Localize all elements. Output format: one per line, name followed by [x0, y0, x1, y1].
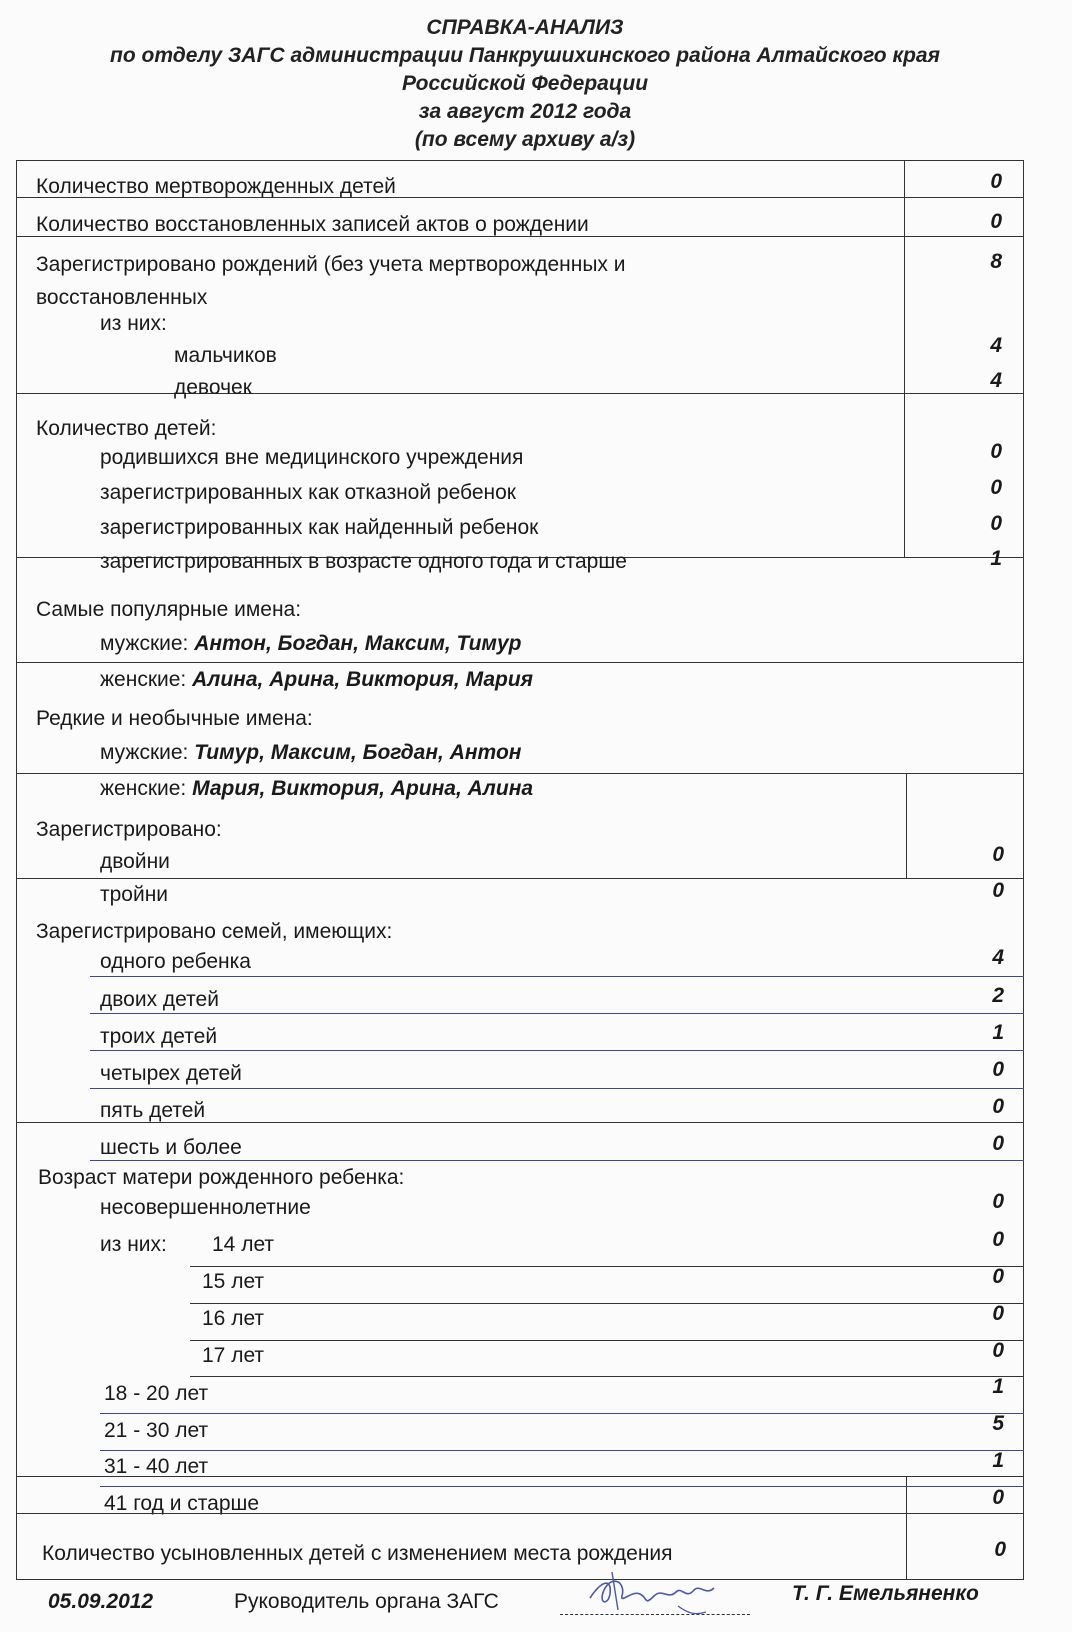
families-item-label: одного ребенка [100, 950, 251, 973]
boys-label: мальчиков [174, 344, 277, 367]
row-divider [100, 1486, 1024, 1487]
age-group-label: 21 - 30 лет [104, 1419, 209, 1442]
popular-female [100, 668, 533, 692]
age-16-label: 16 лет [202, 1307, 265, 1330]
twins-value: 0 [992, 843, 1004, 866]
children-found-value: 0 [990, 512, 1002, 535]
mother-age-of-them: из них: [100, 1233, 167, 1256]
row-divider [100, 1413, 1024, 1414]
multiple-label: Зарегистрировано: [36, 818, 222, 841]
girls-value: 4 [990, 369, 1002, 392]
restored-label: Количество восстановленных записей актов о рождении [36, 213, 589, 236]
families-item-value: 1 [992, 1021, 1004, 1044]
girls-label: девочек [174, 376, 252, 399]
children-refused-label: зарегистрированных как отказной ребенок [100, 481, 516, 504]
rare-female-label: женские: [100, 777, 187, 800]
triplets-label: тройни [100, 883, 169, 906]
families-item-value: 0 [992, 1058, 1004, 1081]
document-header [0, 14, 1050, 154]
row-divider [190, 1340, 1024, 1341]
families-item-label: четырех детей [100, 1062, 242, 1085]
boys-value: 4 [990, 334, 1002, 357]
children-older-value: 1 [990, 547, 1002, 570]
rare-female-names: Мария, Виктория, Арина, Алина [192, 777, 534, 800]
row-divider [90, 1013, 1024, 1014]
popular-male-label: мужские: [100, 632, 189, 655]
families-item-value: 0 [992, 1132, 1004, 1155]
row-divider [90, 1088, 1024, 1089]
births-label-cont: восстановленных [36, 286, 208, 309]
popular-names-label: Самые популярные имена: [36, 598, 302, 621]
age-17-label: 17 лет [202, 1344, 265, 1367]
mother-age-label: Возраст матери рожденного ребенка: [38, 1166, 405, 1189]
families-item-label: шесть и более [100, 1136, 242, 1159]
row-divider [190, 1303, 1024, 1304]
births-of-them: из них: [100, 312, 167, 335]
adopted-value: 0 [994, 1538, 1006, 1561]
age-group-label: 31 - 40 лет [104, 1455, 209, 1478]
age-14-value: 0 [992, 1228, 1004, 1251]
families-item-value: 0 [992, 1095, 1004, 1118]
rare-male-label: мужские: [100, 741, 189, 764]
document-subtitle-country: Российской Федерации [401, 72, 649, 95]
rare-female [100, 777, 533, 801]
age-group-value: 1 [992, 1449, 1004, 1472]
rare-male [100, 741, 521, 765]
adopted-label: Количество усыновленных детей с изменением места рождения [42, 1542, 673, 1565]
report-date: 05.09.2012 [48, 1590, 154, 1613]
row-divider [100, 1450, 1024, 1451]
children-found-label: зарегистрированных как найденный ребенок [100, 516, 539, 539]
popular-female-label: женские: [100, 668, 187, 691]
triplets-value: 0 [992, 879, 1004, 902]
stillborn-value: 0 [990, 170, 1002, 193]
rare-names-label: Редкие и необычные имена: [36, 707, 313, 730]
children-outside-label: родившихся вне медицинского учреждения [100, 446, 524, 469]
row-divider [190, 1376, 1024, 1377]
age-group-label: 18 - 20 лет [104, 1382, 209, 1405]
age-15-value: 0 [992, 1265, 1004, 1288]
row-divider [16, 393, 1024, 394]
row-divider [90, 1160, 1024, 1161]
column-divider [904, 160, 905, 557]
children-older-label: зарегистрированных в возрасте одного года и старше [100, 550, 627, 573]
popular-male [100, 632, 521, 656]
row-divider [16, 662, 1024, 663]
signatory-name: Т. Г. Емельяненко [792, 1582, 979, 1605]
children-label: Количество детей: [36, 417, 217, 440]
restored-value: 0 [990, 210, 1002, 233]
row-divider [16, 773, 1024, 774]
row-divider [16, 878, 1024, 879]
document-scope: (по всему архиву а/з) [414, 128, 636, 151]
families-item-value: 4 [992, 946, 1004, 969]
age-group-value: 5 [992, 1412, 1004, 1435]
popular-female-names: Алина, Арина, Виктория, Мария [192, 668, 534, 691]
row-divider [190, 1266, 1024, 1267]
column-divider [906, 1476, 907, 1580]
age-group-value: 0 [992, 1486, 1004, 1509]
families-item-value: 2 [992, 984, 1004, 1007]
age-17-value: 0 [992, 1339, 1004, 1362]
row-divider [16, 1513, 1024, 1514]
document-title: СПРАВКА-АНАЛИЗ [426, 16, 624, 39]
children-refused-value: 0 [990, 476, 1002, 499]
signature-image [582, 1560, 732, 1620]
age-group-label: 41 год и старше [104, 1492, 260, 1515]
signatory-role: Руководитель органа ЗАГС [234, 1590, 499, 1613]
births-value: 8 [990, 250, 1002, 273]
row-divider [90, 976, 1024, 977]
document-subtitle: по отделу ЗАГС администрации Панкрушихинского района Алтайского края [110, 44, 940, 67]
births-label: Зарегистрировано рождений (без учета мертворожденных и [36, 253, 626, 276]
twins-label: двойни [100, 850, 170, 873]
age-16-value: 0 [992, 1302, 1004, 1325]
minors-label: несовершеннолетние [100, 1196, 311, 1219]
document-period: за август 2012 года [418, 100, 632, 123]
families-item-label: троих детей [100, 1025, 218, 1048]
families-label: Зарегистрировано семей, имеющих: [36, 920, 393, 943]
age-group-value: 1 [992, 1375, 1004, 1398]
families-item-label: пять детей [100, 1099, 206, 1122]
row-divider [90, 1050, 1024, 1051]
rare-male-names: Тимур, Максим, Богдан, Антон [194, 741, 522, 764]
families-item-label: двоих детей [100, 988, 219, 1011]
stillborn-label: Количество мертворожденных детей [36, 175, 396, 198]
column-divider [906, 773, 907, 878]
minors-value: 0 [992, 1190, 1004, 1213]
popular-male-names: Антон, Богдан, Максим, Тимур [194, 632, 522, 655]
age-14-label: 14 лет [212, 1233, 275, 1256]
age-15-label: 15 лет [202, 1270, 265, 1293]
children-outside-value: 0 [990, 440, 1002, 463]
